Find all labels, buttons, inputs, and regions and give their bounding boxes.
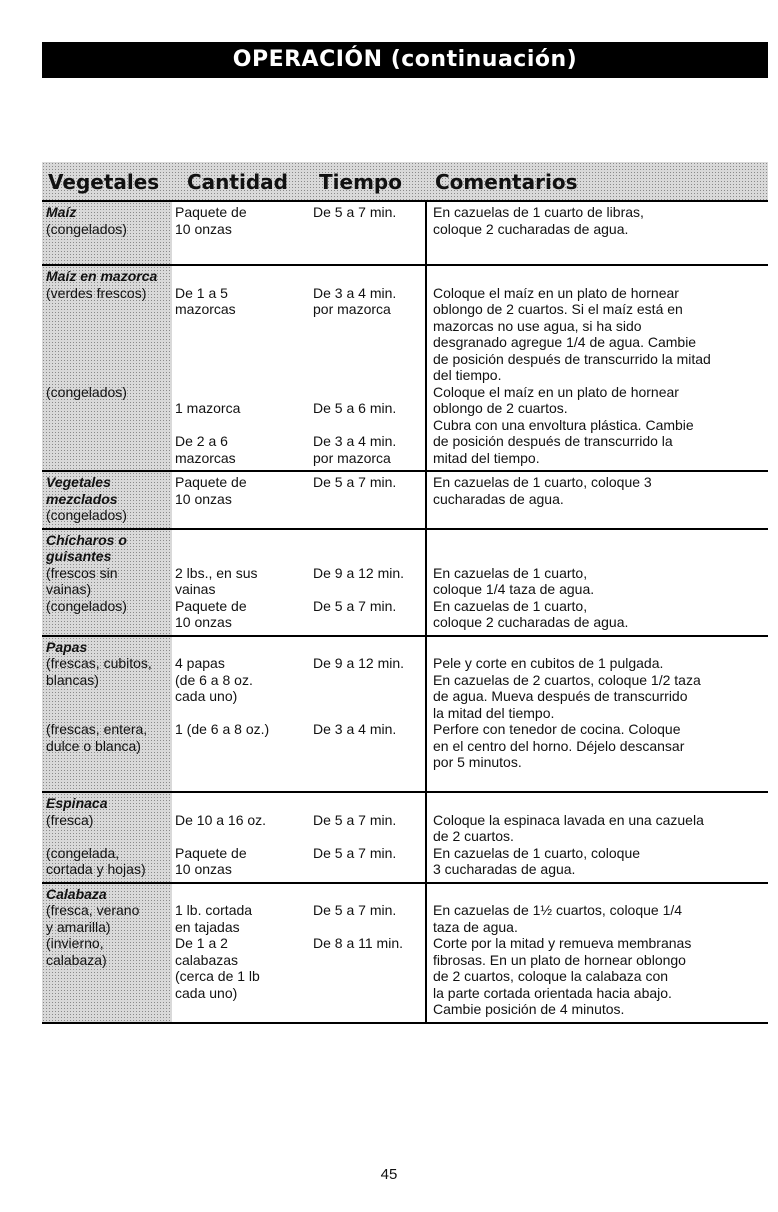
cell-line	[433, 548, 768, 565]
cell-line: de 2 cuartos.	[433, 828, 514, 844]
cell-line	[313, 672, 425, 689]
time-cell	[309, 266, 427, 470]
vegetable-state	[46, 705, 172, 722]
table-row	[42, 472, 768, 530]
cell-line: mazorcas no use agua, si ha sido	[433, 317, 642, 334]
vegetable-state	[46, 828, 172, 845]
comments-cell	[427, 530, 768, 635]
cell-line: En cazuelas de 1½ cuartos, coloque 1/4	[433, 902, 683, 918]
cell-line: De 2 a 6	[175, 433, 228, 449]
cell-line	[433, 795, 768, 812]
cell-line: 10 onzas	[175, 220, 232, 237]
cell-line	[313, 639, 425, 656]
cell-line: mitad del tiempo.	[433, 449, 540, 466]
cell-line	[175, 705, 309, 722]
cell-line: Paquete de	[175, 597, 247, 614]
cell-line	[175, 738, 309, 755]
cell-line: de posición después de transcurrido la	[433, 433, 673, 449]
cell-line	[313, 384, 425, 401]
cell-line: 3 cucharadas de agua.	[433, 861, 576, 877]
cell-line	[313, 952, 425, 969]
cell-line	[313, 754, 425, 771]
cell-line	[175, 754, 309, 771]
cell-line	[175, 318, 309, 335]
vegetable-state	[46, 614, 172, 631]
vegetable-name: mezclados	[46, 490, 118, 507]
cell-line: en tajadas	[175, 918, 240, 935]
comments-cell	[427, 793, 768, 882]
vegetable-cell	[42, 472, 172, 528]
cell-line: De 5 a 7 min.	[313, 204, 397, 220]
cell-line: cada uno)	[175, 984, 238, 1001]
cell-line: Coloque la espinaca lavada en una cazuela	[433, 811, 704, 828]
cell-line	[175, 828, 309, 845]
cell-line: la mitad del tiempo.	[433, 704, 555, 721]
vegetable-state: (fresca, verano	[46, 902, 140, 918]
vegetable-state: (frescos sin	[46, 564, 118, 581]
cell-line: Corte por la mitad y remueva membranas	[433, 935, 692, 951]
cell-line	[433, 532, 768, 549]
cell-line	[175, 886, 309, 903]
cell-line	[313, 367, 425, 384]
quantity-cell	[172, 266, 309, 470]
cell-line: De 9 a 12 min.	[313, 564, 405, 581]
cell-line: En cazuelas de 1 cuarto,	[433, 597, 588, 614]
cell-line: De 5 a 7 min.	[313, 597, 397, 614]
cell-line: En cazuelas de 1 cuarto de libras,	[433, 204, 644, 220]
cell-line: por 5 minutos.	[433, 754, 522, 770]
cell-line	[313, 548, 425, 565]
cell-line: Coloque el maíz en un plato de hornear	[433, 383, 679, 400]
cell-line	[313, 532, 425, 549]
cell-line: de 2 cuartos, coloque la calabaza con	[433, 968, 669, 984]
cell-line	[433, 268, 768, 285]
cell-line: De 3 a 4 min.	[313, 433, 397, 449]
cell-line: (de 6 a 8 oz.	[175, 671, 253, 688]
cell-line: cada uno)	[175, 688, 238, 704]
vegetable-state: (verdes frescos)	[46, 284, 147, 301]
header-time: Tiempo	[319, 170, 402, 194]
cooking-table	[42, 162, 768, 1024]
cell-line: De 3 a 4 min.	[313, 721, 397, 737]
cell-line	[175, 771, 309, 788]
time-cell	[309, 884, 427, 1022]
cell-line: En cazuelas de 1 cuarto, coloque	[433, 844, 641, 861]
spacer	[46, 367, 172, 384]
cell-line: En cazuelas de 1 cuarto,	[433, 564, 588, 581]
time-cell	[309, 202, 427, 264]
vegetable-name: Chícharos o	[46, 531, 127, 548]
vegetable-state: (congelados)	[46, 507, 127, 523]
vegetable-state: (frescas, entera,	[46, 721, 148, 737]
cell-line	[175, 417, 309, 434]
quantity-cell	[172, 793, 309, 882]
cell-line: 10 onzas	[175, 490, 232, 507]
cell-line: coloque 1/4 taza de agua.	[433, 581, 595, 597]
cell-line: Coloque el maíz en un plato de hornear	[433, 284, 679, 301]
vegetable-state: cortada y hojas)	[46, 861, 146, 877]
vegetable-state: vainas)	[46, 581, 92, 597]
cell-line: coloque 2 cucharadas de agua.	[433, 220, 629, 237]
cell-line	[175, 351, 309, 368]
vegetable-state: (congelada,	[46, 844, 120, 861]
cell-line: 1 lb. cortada	[175, 902, 253, 918]
vegetable-state: (invierno,	[46, 935, 104, 951]
cell-line: calabazas	[175, 951, 239, 968]
cell-line	[313, 738, 425, 755]
quantity-cell	[172, 637, 309, 792]
cell-line: desgranado agregue 1/4 de agua. Cambie	[433, 334, 697, 350]
cell-line	[175, 639, 309, 656]
vegetable-name: Calabaza	[46, 885, 107, 902]
cell-line	[313, 318, 425, 335]
cell-line	[313, 771, 425, 788]
cell-line: por mazorca	[313, 301, 391, 317]
table-row	[42, 202, 768, 266]
cell-line: en el centro del horno. Déjelo descansar	[433, 737, 685, 754]
cell-line: 2 lbs., en sus	[175, 564, 258, 581]
quantity-cell	[172, 472, 309, 528]
cell-line	[313, 985, 425, 1002]
vegetable-state: (frescas, cubitos,	[46, 655, 152, 671]
cell-line: De 5 a 7 min.	[313, 844, 397, 861]
cell-line: De 1 a 5	[175, 284, 228, 301]
cell-line	[175, 384, 309, 401]
cell-line: Cambie posición de 4 minutos.	[433, 1001, 625, 1017]
table-row	[42, 530, 768, 637]
comments-cell	[427, 472, 768, 528]
cell-line: fibrosas. En un plato de hornear oblongo	[433, 951, 686, 968]
vegetable-name: Maíz	[46, 204, 77, 220]
cell-line	[313, 919, 425, 936]
time-cell	[309, 793, 427, 882]
header-comments: Comentarios	[435, 170, 578, 194]
cell-line: De 5 a 7 min.	[313, 474, 397, 490]
cell-line	[313, 614, 425, 631]
table-row	[42, 266, 768, 472]
table-body	[42, 202, 768, 1024]
cell-line	[175, 795, 309, 812]
page-number: 45	[380, 1166, 398, 1183]
cell-line	[313, 828, 425, 845]
vegetable-cell	[42, 637, 172, 792]
quantity-cell	[172, 530, 309, 635]
cell-line: 10 onzas	[175, 614, 232, 630]
comments-cell	[427, 637, 768, 792]
vegetable-cell	[42, 202, 172, 264]
cell-line: (cerca de 1 lb	[175, 968, 260, 984]
time-cell	[309, 472, 427, 528]
vegetable-state: calabaza)	[46, 951, 107, 968]
cell-line	[175, 532, 309, 549]
table-header	[42, 162, 768, 202]
vegetable-name: Vegetales	[46, 474, 111, 490]
cell-line: Pele y corte en cubitos de 1 pulgada.	[433, 655, 664, 671]
cell-line	[313, 968, 425, 985]
cell-line	[175, 548, 309, 565]
vegetable-state: (congelados)	[46, 220, 127, 237]
table-row	[42, 793, 768, 884]
vegetable-state	[46, 688, 172, 705]
cell-line: De 1 a 2	[175, 935, 228, 951]
cell-line	[175, 268, 309, 285]
cell-line	[313, 417, 425, 434]
cell-line	[313, 861, 425, 878]
vegetable-state: y amarilla)	[46, 918, 111, 935]
cell-line	[313, 795, 425, 812]
cell-line: De 5 a 7 min.	[313, 811, 397, 828]
cell-line	[313, 886, 425, 903]
vegetable-name: Maíz en mazorca	[46, 268, 158, 284]
quantity-cell	[172, 884, 309, 1022]
cell-line: De 8 a 11 min.	[313, 935, 404, 951]
cell-line: de agua. Mueva después de transcurrido	[433, 688, 688, 704]
cell-line	[313, 705, 425, 722]
vegetable-name: Espinaca	[46, 795, 108, 811]
cell-line: De 10 a 16 oz.	[175, 811, 267, 828]
cell-line	[313, 268, 425, 285]
cell-line: coloque 2 cucharadas de agua.	[433, 614, 629, 630]
vegetable-cell	[42, 884, 172, 1022]
cell-line: De 9 a 12 min.	[313, 655, 405, 671]
cell-line: En cazuelas de 2 cuartos, coloque 1/2 taza	[433, 671, 701, 688]
vegetable-name: Papas	[46, 638, 88, 655]
cell-line	[313, 688, 425, 705]
vegetable-cell	[42, 266, 172, 470]
vegetable-cell	[42, 530, 172, 635]
cell-line: de posición después de transcurrido la mitad	[433, 350, 711, 367]
cell-line: 1 (de 6 a 8 oz.)	[175, 721, 270, 737]
vegetable-name: guisantes	[46, 548, 112, 564]
section-banner: OPERACIÓN (continuación)	[42, 42, 768, 78]
vegetable-state: (congelados)	[46, 383, 127, 400]
cell-line: 10 onzas	[175, 861, 232, 877]
cell-line: Paquete de	[175, 844, 247, 861]
cell-line	[313, 351, 425, 368]
cell-line	[175, 334, 309, 351]
header-quantity: Cantidad	[187, 170, 288, 194]
cell-line: del tiempo.	[433, 367, 502, 383]
cell-line: 4 papas	[175, 655, 225, 671]
cell-line	[313, 581, 425, 598]
cell-line: De 3 a 4 min.	[313, 284, 397, 301]
vegetable-state: (fresca)	[46, 811, 94, 828]
vegetable-state: (congelados)	[46, 597, 127, 614]
cell-line	[313, 334, 425, 351]
cell-line: Perfore con tenedor de cocina. Coloque	[433, 721, 681, 737]
table-row	[42, 884, 768, 1024]
vegetable-state: blancas)	[46, 671, 99, 688]
cell-line: oblongo de 2 cuartos. Si el maíz está en	[433, 301, 683, 317]
cell-line: la parte cortada orientada hacia abajo.	[433, 984, 672, 1001]
quantity-cell	[172, 202, 309, 264]
comments-cell	[427, 202, 768, 264]
time-cell	[309, 530, 427, 635]
cell-line: taza de agua.	[433, 918, 518, 935]
cell-line: Paquete de	[175, 204, 247, 220]
cell-line: mazorcas	[175, 301, 236, 317]
cell-line: De 5 a 7 min.	[313, 902, 397, 918]
spacer	[46, 334, 172, 351]
cell-line: vainas	[175, 581, 216, 597]
cell-line: por mazorca	[313, 449, 391, 466]
spacer	[46, 301, 172, 318]
header-vegetables: Vegetales	[48, 170, 160, 194]
spacer	[46, 318, 172, 335]
cell-line: Cubra con una envoltura plástica. Cambie	[433, 416, 694, 433]
cell-line	[175, 367, 309, 384]
cell-line: Paquete de	[175, 474, 247, 490]
cell-line: cucharadas de agua.	[433, 490, 564, 507]
comments-cell	[427, 266, 768, 470]
time-cell	[309, 637, 427, 792]
cell-line: mazorcas	[175, 449, 236, 466]
cell-line	[433, 886, 768, 903]
vegetable-state: dulce o blanca)	[46, 737, 141, 754]
comments-cell	[427, 884, 768, 1022]
table-row	[42, 637, 768, 794]
cell-line: En cazuelas de 1 cuarto, coloque 3	[433, 474, 652, 490]
spacer	[46, 351, 172, 368]
cell-line: De 5 a 6 min.	[313, 400, 397, 416]
cell-line	[433, 639, 768, 656]
vegetable-cell	[42, 793, 172, 882]
cell-line: 1 mazorca	[175, 400, 241, 416]
cell-line: oblongo de 2 cuartos.	[433, 400, 568, 416]
